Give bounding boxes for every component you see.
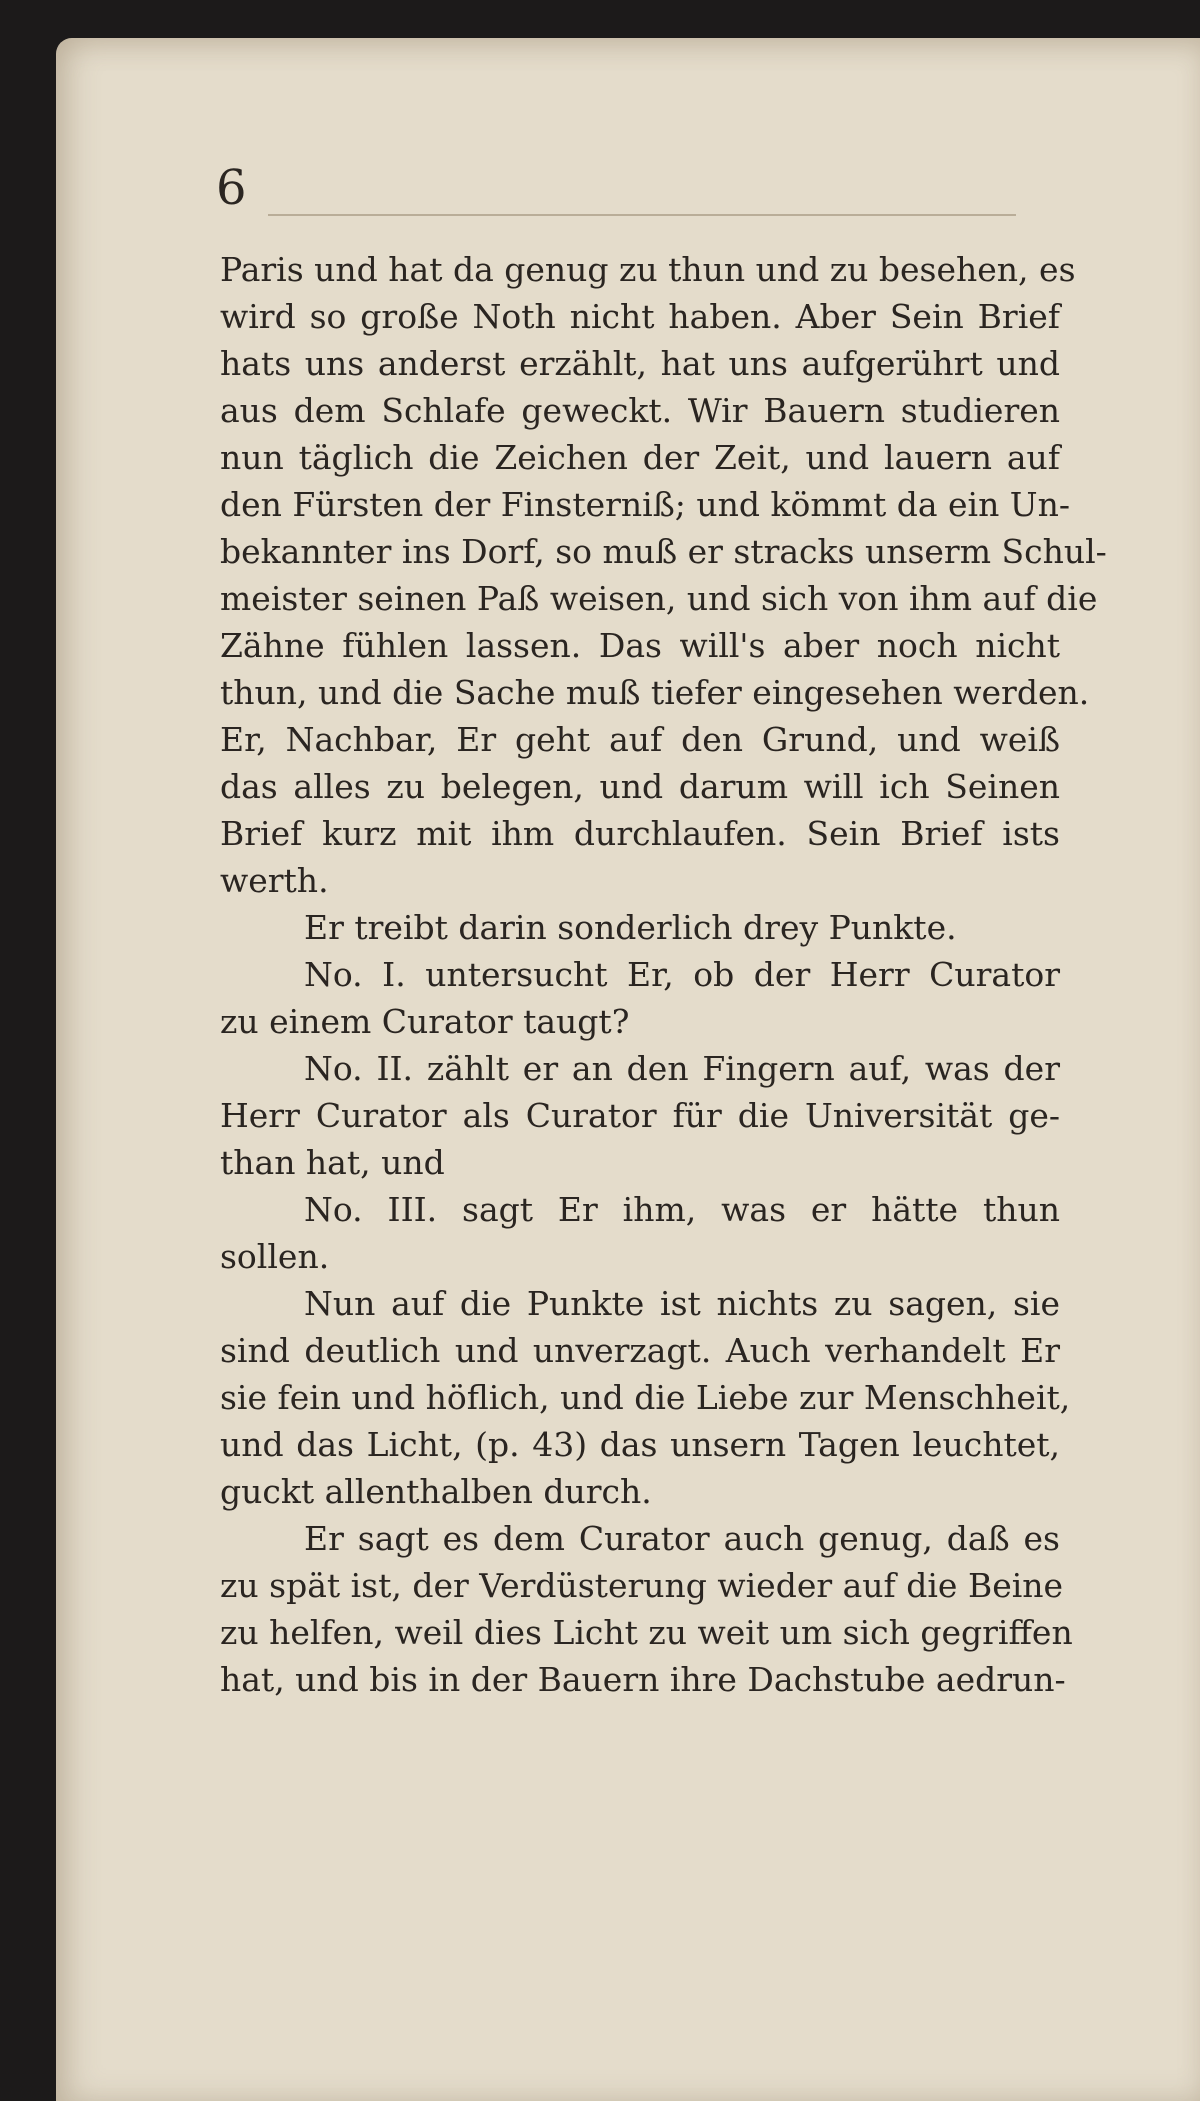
text-line: sind deutlich und unverzagt. Auch verhandelt Er: [220, 1331, 1060, 1370]
text-line: than hat, und: [220, 1143, 445, 1182]
text-line: aus dem Schlafe geweckt. Wir Bauern studieren: [220, 391, 1060, 430]
text-line: No. I. untersucht Er, ob der Herr Curator: [304, 955, 1060, 994]
text-line: Paris und hat da genug zu thun und zu besehen, es: [220, 250, 1076, 289]
text-line: sollen.: [220, 1237, 330, 1276]
text-line: hats uns anderst erzählt, hat uns aufgerührt und: [220, 344, 1060, 383]
text-line: sie fein und höflich, und die Liebe zur Menschheit,: [220, 1378, 1071, 1417]
text-line: zu helfen, weil dies Licht zu weit um sich gegriffen: [220, 1613, 1073, 1652]
text-line: zu spät ist, der Verdüsterung wieder auf die Beine: [220, 1566, 1064, 1605]
text-line: hat, und bis in der Bauern ihre Dachstube aedrun-: [220, 1660, 1066, 1699]
text-line: das alles zu belegen, und darum will ich Seinen: [220, 767, 1060, 806]
text-line: Zähne fühlen lassen. Das will's aber noch nicht: [220, 626, 1060, 665]
text-line: Nun auf die Punkte ist nichts zu sagen, sie: [304, 1284, 1060, 1323]
text-line: und das Licht, (p. 43) das unsern Tagen leuchtet,: [220, 1425, 1060, 1464]
text-line: wird so große Noth nicht haben. Aber Sein Brief: [220, 297, 1060, 336]
text-line: den Fürsten der Finsterniß; und kömmt da ein Un-: [220, 485, 1071, 524]
text-line: zu einem Curator taugt?: [220, 1002, 630, 1041]
header-rule: [268, 214, 1016, 216]
text-line: No. II. zählt er an den Fingern auf, was der: [304, 1049, 1060, 1088]
text-line: Er, Nachbar, Er geht auf den Grund, und weiß: [220, 720, 1060, 759]
text-line: Brief kurz mit ihm durchlaufen. Sein Brief ists: [220, 814, 1060, 853]
text-line: bekannter ins Dorf, so muß er stracks unserm Schul-: [220, 532, 1107, 571]
text-line: Herr Curator als Curator für die Universität ge-: [220, 1096, 1060, 1135]
text-line: werth.: [220, 861, 329, 900]
text-line: Er treibt darin sonderlich drey Punkte.: [304, 908, 957, 947]
text-line: thun, und die Sache muß tiefer eingesehen werden.: [220, 673, 1090, 712]
page-number: 6: [216, 160, 247, 216]
text-line: nun täglich die Zeichen der Zeit, und lauern auf: [220, 438, 1060, 477]
body-text: [220, 246, 1107, 1703]
text-line: No. III. sagt Er ihm, was er hätte thun: [304, 1190, 1060, 1229]
text-line: guckt allenthalben durch.: [220, 1472, 652, 1511]
text-line: Er sagt es dem Curator auch genug, daß es: [304, 1519, 1060, 1558]
text-line: meister seinen Paß weisen, und sich von ihm auf die: [220, 579, 1098, 618]
